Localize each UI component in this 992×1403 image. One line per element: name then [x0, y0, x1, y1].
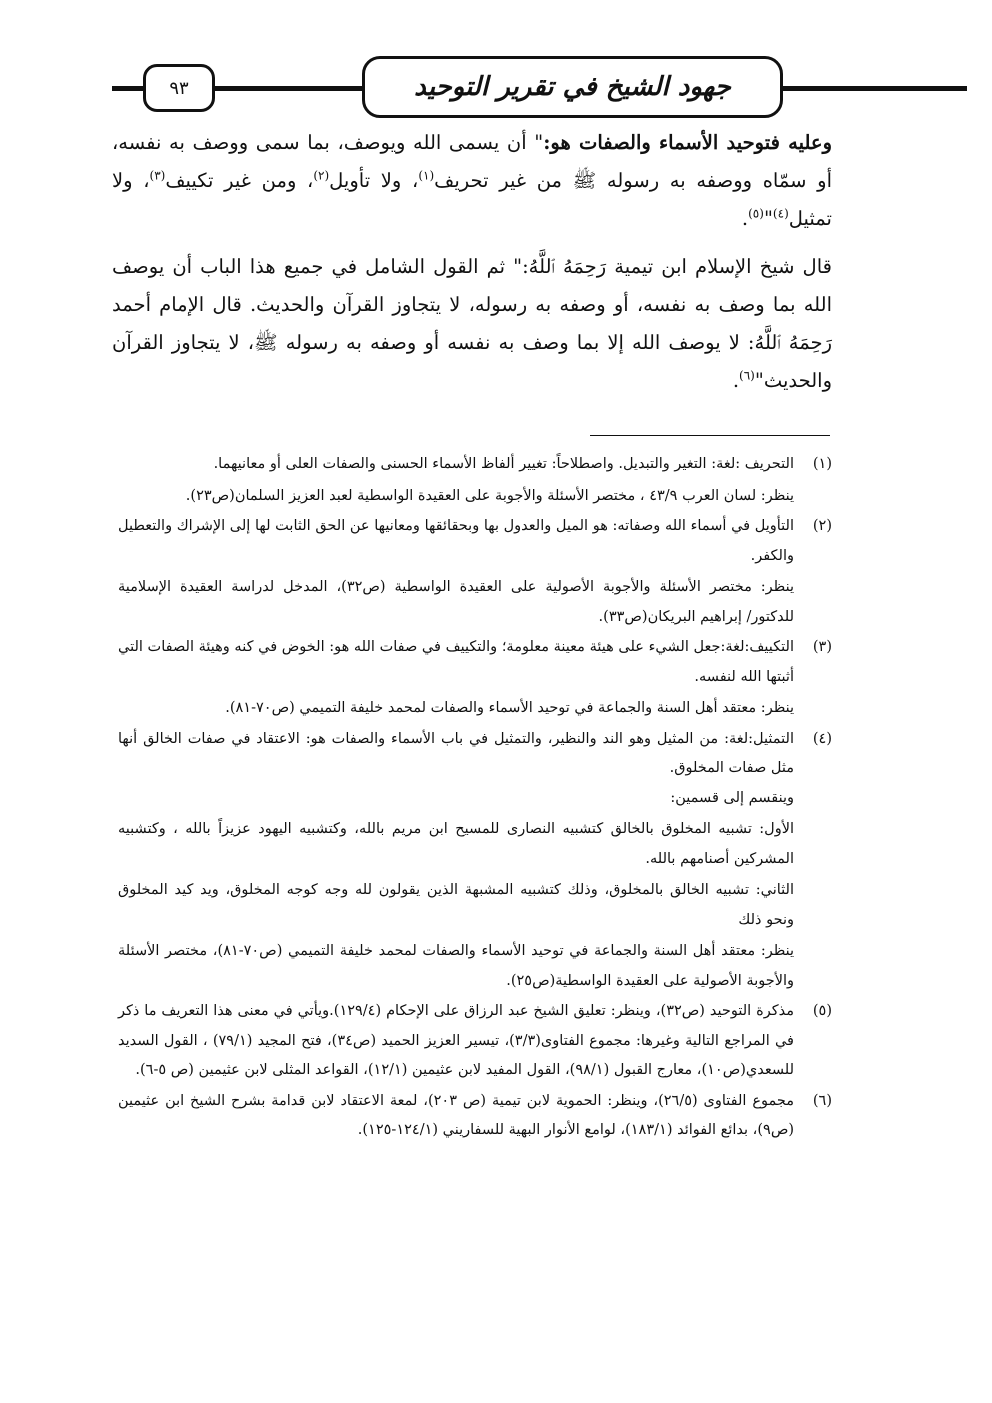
footnote-number: (١) [812, 456, 832, 472]
footnote-text: وينقسم إلى قسمين: [670, 789, 794, 806]
footnote-source: ينظر: معتقد أهل السنة والجماعة في توحيد الأسماء والصفات لمحمد خليفة التميمي (ص٧٠-٨١)، مختصر الأسئلة والأجوبة الأصولية على العقيدة الواسطية(ص٢٥). [118, 943, 795, 989]
footnote-text: التحريف :لغة: التغير والتبديل. واصطلاحاً: تغيير ألفاظ الأسماء الحسنى والصفات العلى أو معانيهما. [213, 456, 794, 472]
footnote-number: (٤) [812, 730, 832, 747]
definition-text-2: ، ولا تأويل [329, 169, 419, 192]
quote-text: قال شيخ الإسلام ابن تيمية رَحِمَهُ ٱللَّهُ:" ثم القول الشامل في جميع هذا الباب أن يوصف الله بما وصف به نفسه، أو وصفه به رسوله، لا يتجاوز القرآن والحديث. قال الإمام أحمد رَحِمَهُ ٱللَّهُ: لا يوصف الله إلا بما وصف به نفسه أو وصفه به رسوله ﷺ، لا يتجاوز القرآن والحديث" [112, 255, 832, 392]
definition-text-3: ، ومن غير تكييف [165, 169, 314, 192]
footnote-3 [118, 633, 832, 724]
page-number: ٩٣ [169, 77, 189, 99]
footnote-source: ينظر: مختصر الأسئلة والأجوبة الأصولية على العقيدة الواسطية (ص٣٢)، المدخل لدراسة العقيدة الإسلامية للدكتور/ إبراهيم البريكان(ص٣٣). [118, 579, 794, 625]
footnote-4 [118, 725, 832, 997]
footnote-number: (٣) [812, 639, 832, 655]
footnote-ref-3[interactable]: (٣) [149, 168, 166, 183]
header-rule-middle [215, 86, 363, 91]
footnote-text: الأول: تشبيه المخلوق بالخالق كتشبيه النصارى للمسيح ابن مريم بالله، وكتشبيه اليهود عزيزاً بالله ، وكتشبيه المشركين أصنامهم بالله. [118, 821, 794, 867]
footnote-text: التكييف:لغة:جعل الشيء على هيئة معينة معلومة؛ والتكييف في صفات الله هو: الخوض في كنه وهيئة الصفات التي أثبتها الله لنفسه. [118, 639, 794, 685]
definition-end: . [741, 207, 749, 230]
definition-text-5: " [763, 207, 773, 230]
main-text [112, 124, 832, 410]
footnote-1 [118, 450, 832, 511]
footnotes [118, 450, 832, 1147]
page-number-box [143, 64, 215, 112]
footnote-text: التمثيل:لغة: من المثيل وهو الند والنظير، والتمثيل في باب الأسماء والصفات هو: الاعتقاد في صفات الخالق أنها مثل صفات المخلوق. [118, 730, 794, 776]
footnote-ref-6[interactable]: (٦) [739, 368, 755, 383]
running-title-box [362, 56, 783, 118]
footnote-6 [118, 1087, 832, 1146]
footnote-2 [118, 512, 832, 632]
footnote-number: (٥) [812, 1003, 832, 1019]
footnote-ref-2[interactable]: (٢) [313, 168, 330, 183]
footnote-separator [590, 435, 830, 436]
paragraph-definition [112, 124, 832, 238]
footnote-ref-5[interactable]: (٥) [748, 206, 764, 221]
definition-lead: وعليه فتوحيد الأسماء والصفات هو: [543, 131, 832, 154]
header-rule-left [112, 86, 144, 91]
running-title: جهود الشيخ في تقرير التوحيد [414, 72, 731, 102]
footnote-text: التأويل في أسماء الله وصفاته: هو الميل والعدول بها وبحقائقها ومعانيها عن الحق الثابت لها إلى الإشراك والتعطيل والكفر. [118, 518, 794, 564]
footnote-ref-4[interactable]: (٤) [772, 206, 789, 221]
paragraph-quote [112, 248, 832, 400]
definition-text-4: ، ولا تمثيل [112, 169, 832, 230]
footnote-5 [118, 997, 832, 1086]
footnote-source: ينظر: معتقد أهل السنة والجماعة في توحيد الأسماء والصفات لمحمد خليفة التميمي (ص٧٠-٨١). [225, 700, 794, 716]
footnote-ref-1[interactable]: (١) [418, 168, 435, 183]
footnote-text: مذكرة التوحيد (ص٣٢)، وينظر: تعليق الشيخ عبد الرزاق على الإحكام (١٢٩/٤).ويأتي في معنى هذا التعريف ما ذكر في المراجع التالية وغيرها: مجموع الفتاوى(٣/٣)، تيسير العزيز الحميد (ص٣٤)، فتح المجيد (٧٩/١) ، القول السديد للسعدي(ص١٠)، معارج القبول (٩٨/١)، القول المفيد لابن عثيمين (١٢/١)، القواعد المثلى لابن عثيمين (ص ٥-٦). [118, 1003, 794, 1078]
footnote-text: مجموع الفتاوى (٢٦/٥)، وينظر: الحموية لابن تيمية (ص ٢٠٣)، لمعة الاعتقاد لابن قدامة بشرح الشيخ ابن عثيمين (ص٩)، بدائع الفوائد (١٨٣/١)، لوامع الأنوار البهية للسفاريني (١٢٤/١-١٢٥). [118, 1092, 794, 1138]
header-rule-right [782, 86, 967, 91]
footnote-number: (٢) [812, 518, 832, 534]
footnote-text: الثاني: تشبيه الخالق بالمخلوق، وذلك كتشبيه المشبهة الذين يقولون لله وجه كوجه المخلوق، ويد كيد المخلوق ونحو ذلك [118, 882, 794, 928]
footnote-source: ينظر: لسان العرب ٤٣/٩ ، مختصر الأسئلة والأجوبة على العقيدة الواسطية لعبد العزيز السلمان(ص٢٣). [185, 487, 794, 504]
footnote-number: (٦) [812, 1092, 832, 1109]
quote-end: . [732, 369, 740, 392]
definition-text-1: " أن يسمى الله ويوصف، بما سمى ووصف به نفسه، أو سمّاه ووصفه به رسوله ﷺ من غير تحريف [112, 131, 832, 192]
